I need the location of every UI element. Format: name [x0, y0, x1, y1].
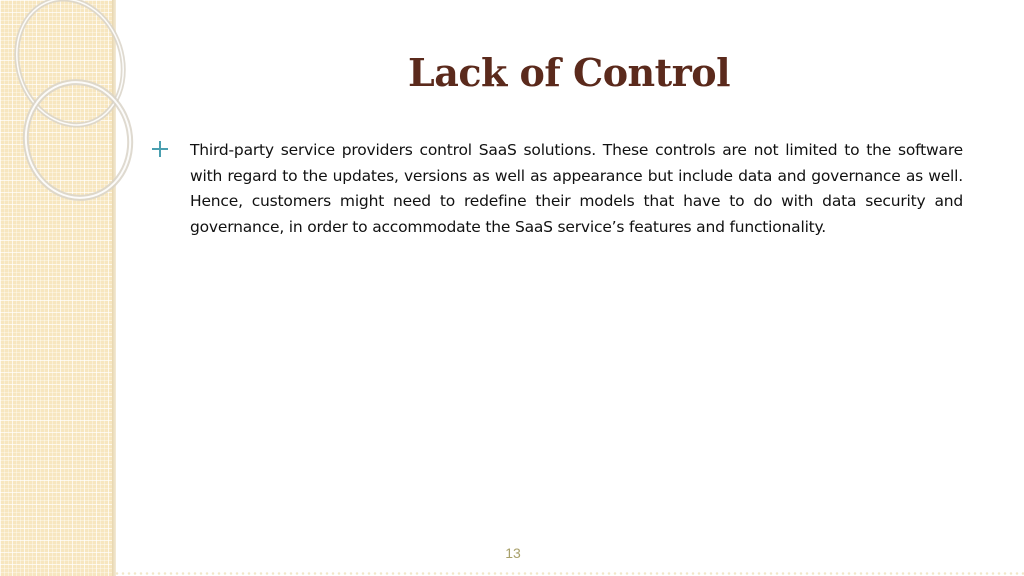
- decorative-rings: [0, 0, 160, 240]
- page-number: 13: [505, 545, 521, 561]
- bullet-text: Third-party service providers control SaaS solutions. These controls are not limited to the software with regard to the updates, versions as well as appearance but include data and governance as well. Hence, customers might need to redefine their models that have to do with data security and governance, in order to accommodate the SaaS service’s features and functionality.: [190, 141, 963, 236]
- decorative-bottom-border: [114, 571, 1024, 576]
- plus-icon: [150, 138, 170, 158]
- slide-title: Lack of Control: [407, 50, 731, 95]
